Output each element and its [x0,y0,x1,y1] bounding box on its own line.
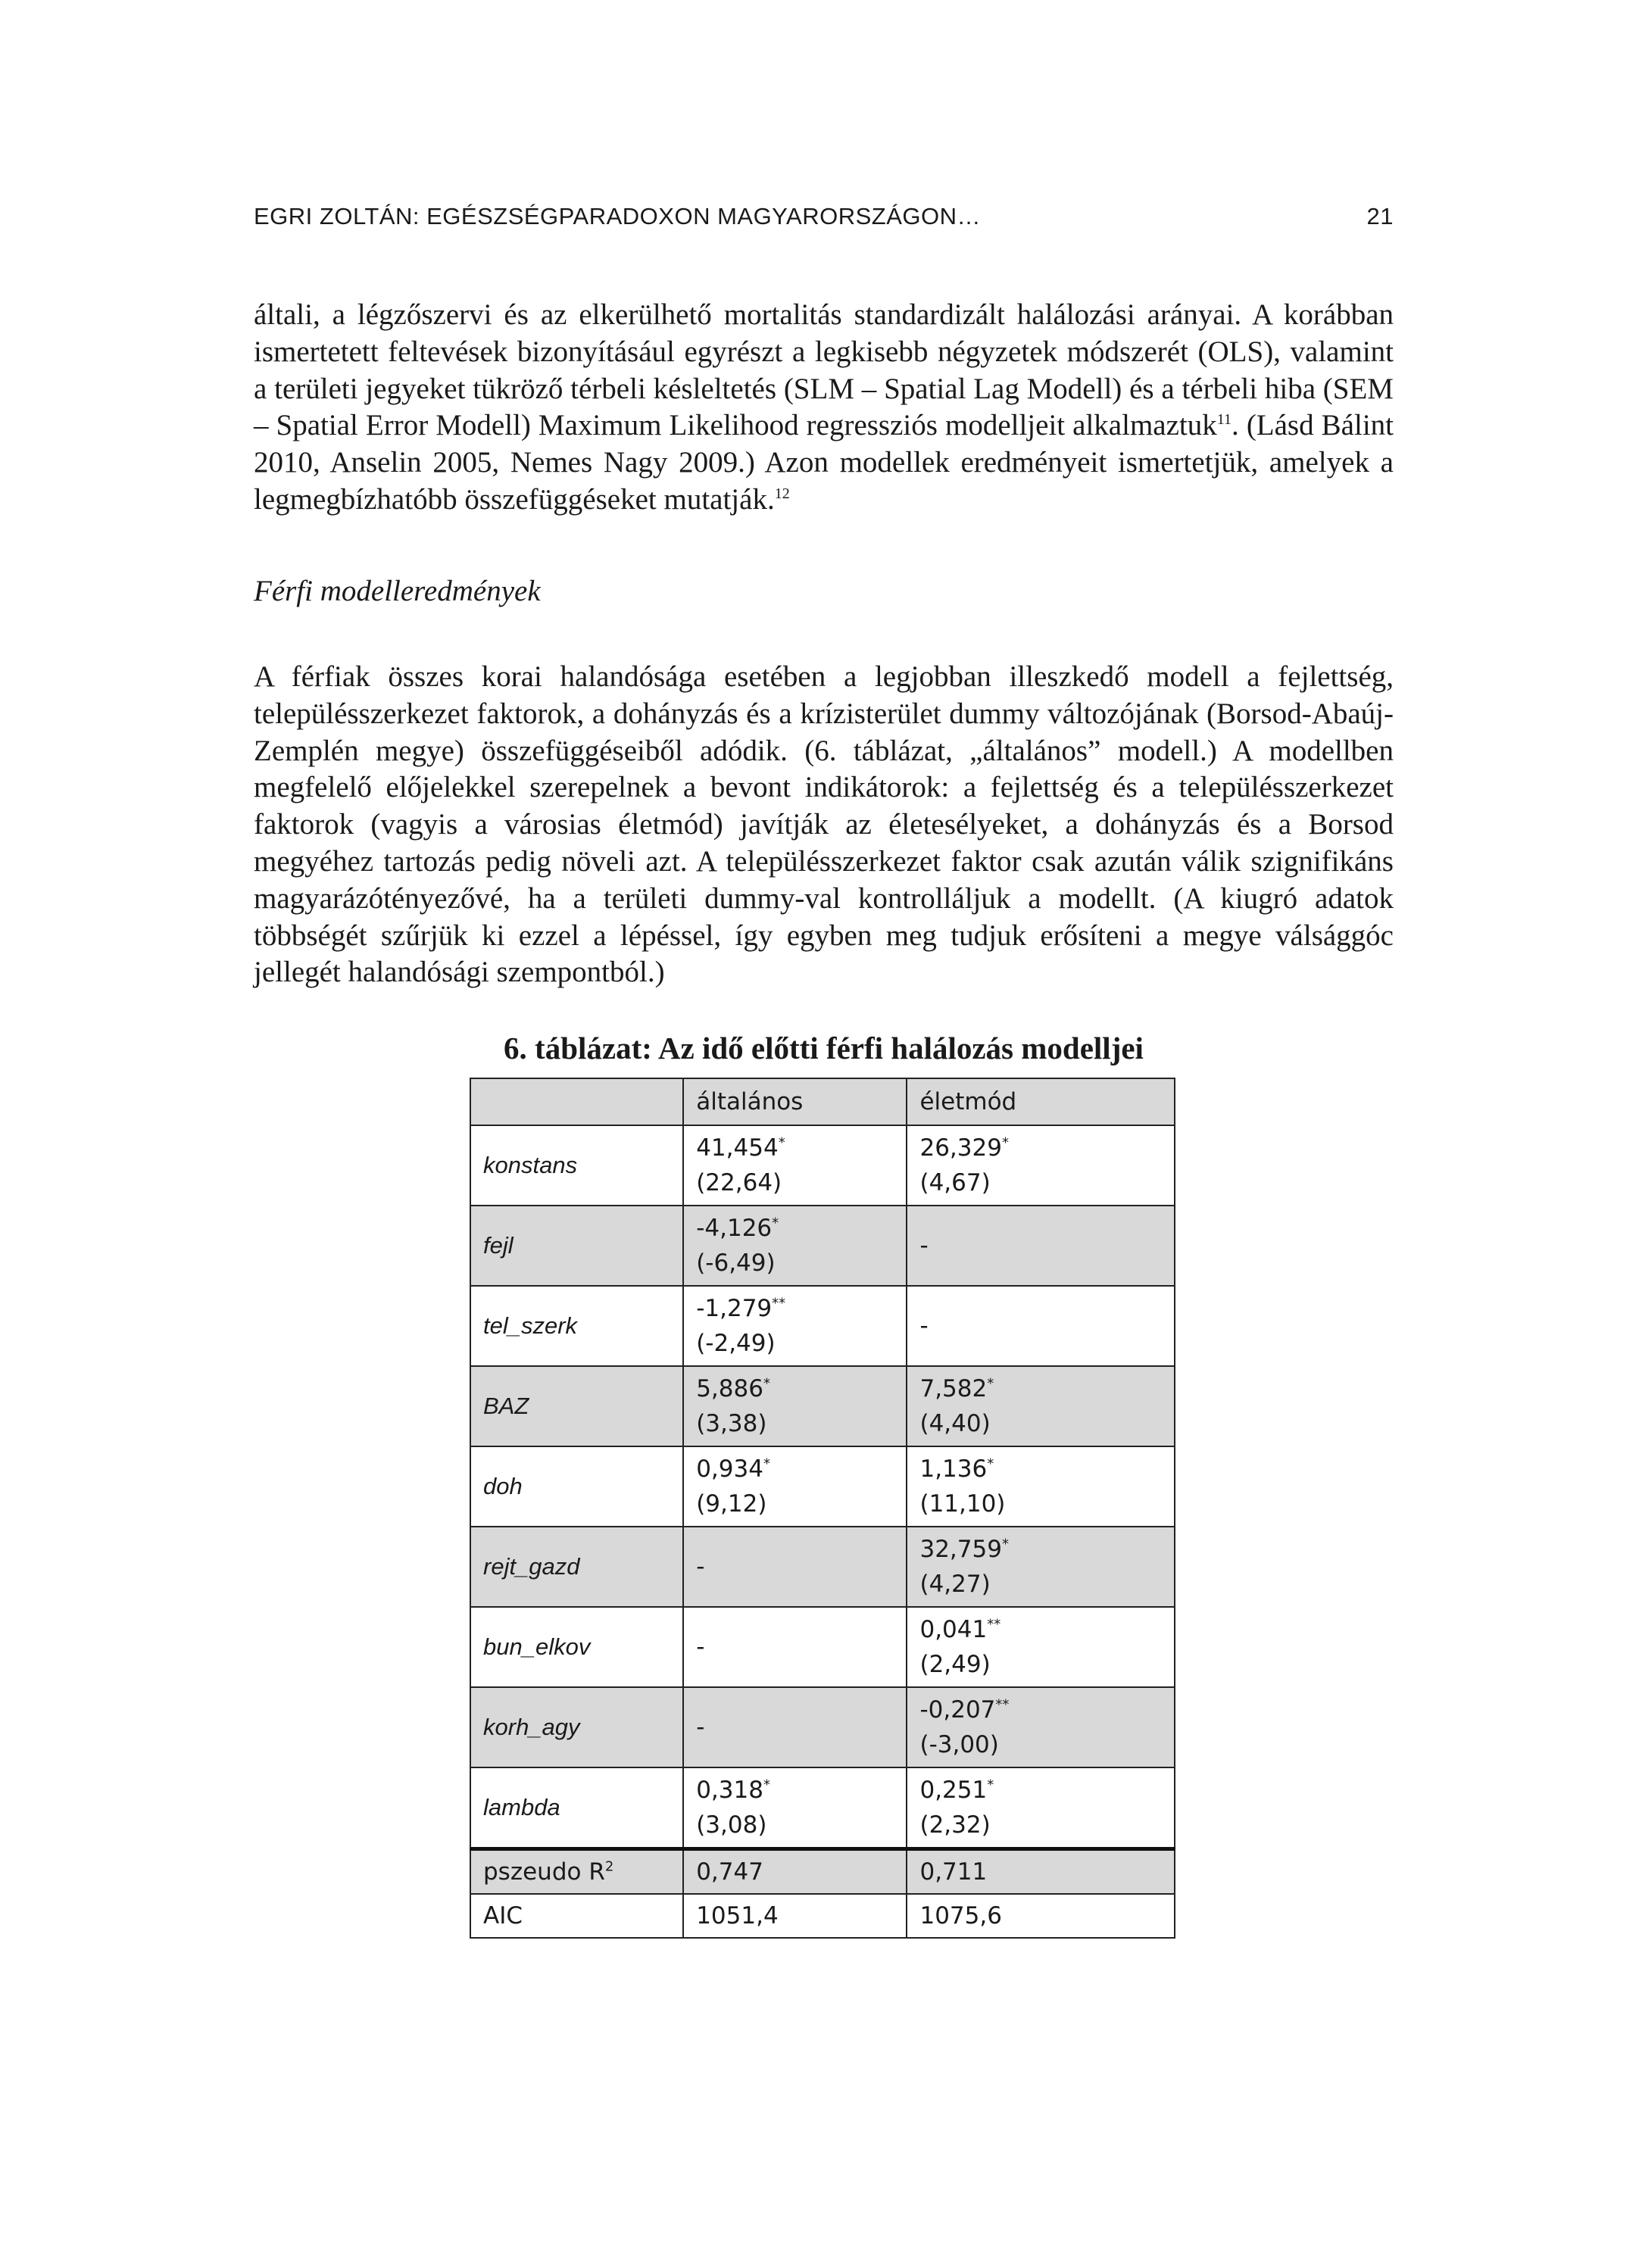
coefficient-cell [683,1527,907,1607]
variable-name: doh [470,1446,683,1527]
section-heading: Férfi modelleredmények [254,575,541,607]
t-value: (4,67) [919,1169,991,1196]
estimate: 26,329 [919,1134,1002,1162]
estimate: 0,318 [696,1777,763,1804]
table-row [470,1446,1175,1527]
estimate: 32,759 [919,1536,1002,1563]
fit-statistic-label [470,1849,683,1895]
estimate: 41,454 [696,1134,779,1162]
estimate: -1,279 [696,1295,773,1322]
estimate: 7,582 [919,1375,988,1402]
fit-statistic-label [470,1894,683,1938]
t-value: (-2,49) [696,1330,776,1357]
coefficient-value [919,1131,1174,1165]
footnote-marker: 11 [1216,411,1232,429]
significance-marker: * [778,1134,785,1151]
coefficient-value [919,1371,1174,1406]
coefficient-cell [683,1286,907,1366]
significance-marker: * [763,1455,770,1472]
coefficient-value [696,1452,906,1487]
coefficient-value [919,1532,1174,1567]
intro-text-a: általi, a légzőszervi és az elkerülhető mortalitás standardizált halálozási arányai. A korábban ismertetett feltevések bizonyításául egyrészt a legkisebb négyzetek módszerét (OLS), valamint a területi jegyeket tükröző térbeli késleltetés (SLM – Spatial Lag Modell) és a térbeli hiba (SEM – Spatial Error Modell) Maximum Likelihood regressziós modelljeit alkalmaztuk [254,298,1394,442]
coefficient-cell [683,1366,907,1446]
coefficient-cell [683,1446,907,1527]
coefficient-cell [907,1125,1175,1206]
t-value: (11,10) [919,1490,1006,1518]
variable-name: lambda [470,1767,683,1849]
fit-value: 0,747 [683,1849,907,1895]
table-row [470,1366,1175,1446]
estimate: - [696,1633,705,1661]
coefficient-cell [683,1687,907,1767]
coefficient-cell [907,1607,1175,1687]
significance-marker: * [763,1375,770,1392]
coefficient-value [696,1211,906,1246]
coefficient-value [919,1773,1174,1808]
significance-marker: * [987,1777,994,1793]
results-paragraph [254,659,1394,991]
coefficient-value [696,1710,906,1745]
coefficient-value [696,1291,906,1326]
variable-name: rejt_gazd [470,1527,683,1607]
significance-marker: * [987,1455,994,1472]
t-value: (2,49) [919,1651,991,1678]
estimate: -4,126 [696,1215,773,1242]
t-value: (9,12) [696,1490,767,1518]
table-row [470,1206,1175,1286]
estimate: 0,934 [696,1455,763,1483]
fit-value: 1051,4 [683,1894,907,1938]
coefficient-cell [907,1366,1175,1446]
significance-marker: * [1001,1536,1009,1552]
intro-paragraph [254,297,1394,519]
fit-value: 1075,6 [907,1894,1175,1938]
t-value: (-6,49) [696,1249,776,1277]
coefficient-cell [683,1607,907,1687]
column-header [470,1078,683,1125]
significance-marker: * [763,1777,770,1793]
fit-statistic-row [470,1849,1175,1895]
estimate: - [696,1553,705,1580]
t-value: (-3,00) [919,1731,999,1758]
table-row [470,1286,1175,1366]
t-value: (4,40) [919,1410,991,1437]
coefficient-value [696,1630,906,1664]
variable-name: bun_elkov [470,1607,683,1687]
estimate: 0,041 [919,1616,988,1643]
results-text: A férfiak összes korai halandósága esetében a legjobban illeszkedő modell a fejlettség, településszerkezet faktorok, a dohányzás és a krízisterület dummy változójának (Borsod-Abaúj-Zemplén megye) összefüggéseiből adódik. (6. táblázat, „általános” modell.) A modellben megfelelő előjelekkel szerepelnek a bevont indikátorok: a fejlettség és a településszerkezet faktorok (vagyis a városias életmód) javítják az életesélyeket, a dohányzás és a Borsod megyéhez tartozás pedig növeli azt. A településszerkezet faktor csak azután válik szignifikáns magyarázótényezővé, ha a területi dummy-val kontrolláljuk a modellt. (A kiugró adatok többségét szűrjük ki ezzel a lépéssel, így egyben meg tudjuk erősíteni a megye válsággóc jellegét halandósági szempontból.) [254,660,1394,989]
coefficient-cell [907,1446,1175,1527]
coefficient-cell [907,1687,1175,1767]
coefficient-value [919,1612,1174,1647]
coefficient-cell [683,1125,907,1206]
table-title: 6. táblázat: Az idő előtti férfi halálozás modelljei [504,1031,1144,1065]
coefficient-value [696,1131,906,1165]
t-value: (2,32) [919,1811,991,1839]
variable-name: fejl [470,1206,683,1286]
column-header: általános [683,1078,907,1125]
significance-marker: ** [772,1295,786,1312]
significance-marker: * [772,1215,779,1231]
coefficient-value [919,1692,1174,1727]
variable-name: korh_agy [470,1687,683,1767]
estimate: 0,251 [919,1777,988,1804]
table-header-row [470,1078,1175,1125]
fit-statistic-row [470,1894,1175,1938]
coefficient-value [696,1549,906,1584]
coefficient-cell [907,1206,1175,1286]
significance-marker: * [1001,1134,1009,1151]
page-number: 21 [1366,203,1394,229]
model-table [470,1078,1175,1939]
table-row [470,1767,1175,1849]
column-header: életmód [907,1078,1175,1125]
fit-value: 0,711 [907,1849,1175,1895]
coefficient-cell [683,1767,907,1849]
variable-name: tel_szerk [470,1286,683,1366]
running-title: EGRI ZOLTÁN: EGÉSZSÉGPARADOXON MAGYARORSZÁGON… [254,203,982,229]
coefficient-cell [907,1767,1175,1849]
coefficient-value [919,1452,1174,1487]
variable-name: BAZ [470,1366,683,1446]
estimate: - [919,1312,929,1340]
coefficient-value [696,1773,906,1808]
t-value: (22,64) [696,1169,782,1196]
t-value: (3,08) [696,1811,767,1839]
coefficient-cell [683,1206,907,1286]
coefficient-value [919,1228,1174,1263]
table-row [470,1687,1175,1767]
estimate: 5,886 [696,1375,763,1402]
significance-marker: ** [987,1616,1001,1633]
coefficient-value [919,1309,1174,1343]
fit-label-text: AIC [483,1902,523,1930]
variable-name: konstans [470,1125,683,1206]
estimate: - [919,1232,929,1259]
estimate: - [696,1714,705,1741]
significance-marker: * [987,1375,994,1392]
t-value: (3,38) [696,1410,767,1437]
coefficient-cell [907,1286,1175,1366]
fit-label-superscript: 2 [604,1858,614,1875]
table-row [470,1527,1175,1607]
t-value: (4,27) [919,1571,991,1598]
estimate: -0,207 [919,1696,996,1724]
table-row [470,1607,1175,1687]
significance-marker: ** [995,1696,1010,1713]
intro-text-b: . (Lásd Bálint 2010, Anselin 2005, Nemes Nagy 2009.) Azon modellek eredményeit ismertetjük, amelyek a legmegbízhatóbb összefüggéseket mutatják. [254,409,1394,516]
table-row [470,1125,1175,1206]
fit-label-text: pszeudo R [483,1858,605,1886]
coefficient-cell [907,1527,1175,1607]
coefficient-value [696,1371,906,1406]
footnote-marker: 12 [774,485,790,502]
estimate: 1,136 [919,1455,988,1483]
